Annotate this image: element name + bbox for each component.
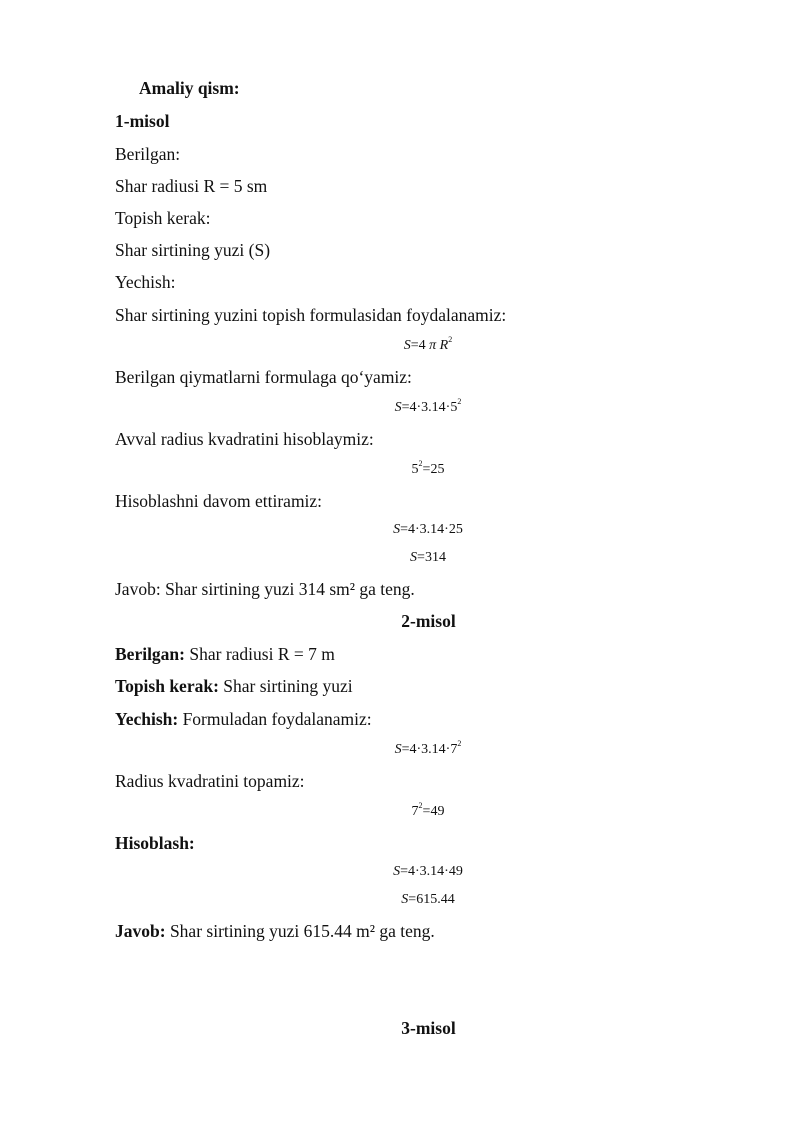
example-2-given-text: Shar radiusi R = 7 m bbox=[185, 644, 335, 664]
example-1-formula-square bbox=[0, 461, 800, 479]
formula-exponent: 2 bbox=[457, 397, 462, 406]
example-1-formula-multiply bbox=[0, 521, 800, 539]
formula-base: 7 bbox=[411, 804, 419, 819]
formula-var-s: S bbox=[403, 338, 411, 353]
formula-pi: π bbox=[429, 338, 437, 353]
example-2-solution-label: Yechish: bbox=[115, 709, 179, 729]
example-1-formula-result bbox=[0, 549, 800, 567]
formula-var-r: R bbox=[439, 338, 449, 353]
example-2-calc-label: Hisoblash: bbox=[115, 833, 195, 853]
example-3-heading: 3-misol bbox=[401, 1018, 456, 1038]
section-title: Amaliy qism: bbox=[139, 78, 240, 98]
formula-base: 5 bbox=[411, 462, 419, 477]
example-1-find-label: Topish kerak: bbox=[115, 208, 211, 228]
example-1-formula-surface-area bbox=[0, 337, 800, 355]
example-2-answer-label: Javob: bbox=[115, 921, 166, 941]
formula-rhs: =4·3.14·7 bbox=[401, 742, 458, 757]
example-2-solution bbox=[115, 709, 372, 729]
formula-var-s: S bbox=[393, 522, 401, 537]
example-2-formula-substituted bbox=[0, 741, 800, 759]
example-2-find bbox=[115, 676, 353, 696]
example-2-answer-text: Shar sirtining yuzi 615.44 m² ga teng. bbox=[165, 921, 435, 941]
example-1-substitute-text: Berilgan qiymatlarni formulaga qo‘yamiz: bbox=[115, 367, 412, 387]
example-2-square-text: Radius kvadratini topamiz: bbox=[115, 771, 305, 791]
formula-exponent: 2 bbox=[448, 335, 453, 344]
example-1-given-text: Shar radiusi R = 5 sm bbox=[115, 176, 268, 196]
formula-rhs: =4·3.14·49 bbox=[400, 864, 463, 879]
formula-rhs: =314 bbox=[417, 550, 446, 565]
example-1-square-text: Avval radius kvadratini hisoblaymiz: bbox=[115, 429, 374, 449]
example-2-solution-text: Formuladan foydalanamiz: bbox=[178, 709, 372, 729]
example-2-formula-multiply bbox=[0, 863, 800, 881]
example-2-formula-result bbox=[0, 891, 800, 909]
formula-eq: =4 bbox=[410, 338, 426, 353]
example-1-formula-substituted bbox=[0, 399, 800, 417]
formula-rhs: =4·3.14·5 bbox=[401, 400, 458, 415]
example-2-find-label: Topish kerak: bbox=[115, 676, 219, 696]
formula-exponent: 2 bbox=[418, 459, 423, 468]
example-1-given-label: Berilgan: bbox=[115, 144, 181, 164]
example-1-formula-intro: Shar sirtining yuzini topish formulasidan foydalanamiz: bbox=[115, 305, 507, 325]
formula-rhs: =615.44 bbox=[408, 892, 455, 907]
example-1-heading: 1-misol bbox=[115, 111, 170, 131]
formula-exponent: 2 bbox=[457, 739, 462, 748]
formula-rhs: =49 bbox=[422, 804, 445, 819]
example-1-find-text: Shar sirtining yuzi (S) bbox=[115, 240, 271, 260]
formula-exponent: 2 bbox=[418, 801, 423, 810]
example-2-formula-square bbox=[0, 803, 800, 821]
example-2-given-label: Berilgan: bbox=[115, 644, 185, 664]
formula-rhs: =25 bbox=[422, 462, 445, 477]
example-2-heading: 2-misol bbox=[401, 611, 456, 631]
formula-rhs: =4·3.14·25 bbox=[400, 522, 463, 537]
formula-var-s: S bbox=[394, 400, 402, 415]
example-2-answer bbox=[115, 921, 435, 941]
formula-var-s: S bbox=[410, 550, 418, 565]
example-2-given bbox=[115, 644, 335, 664]
formula-var-s: S bbox=[393, 864, 401, 879]
formula-var-s: S bbox=[401, 892, 409, 907]
formula-var-s: S bbox=[394, 742, 402, 757]
example-1-solution-label: Yechish: bbox=[115, 272, 176, 292]
example-1-answer: Javob: Shar sirtining yuzi 314 sm² ga teng. bbox=[115, 579, 415, 599]
example-2-find-text: Shar sirtining yuzi bbox=[218, 676, 353, 696]
example-1-continue-text: Hisoblashni davom ettiramiz: bbox=[115, 491, 323, 511]
